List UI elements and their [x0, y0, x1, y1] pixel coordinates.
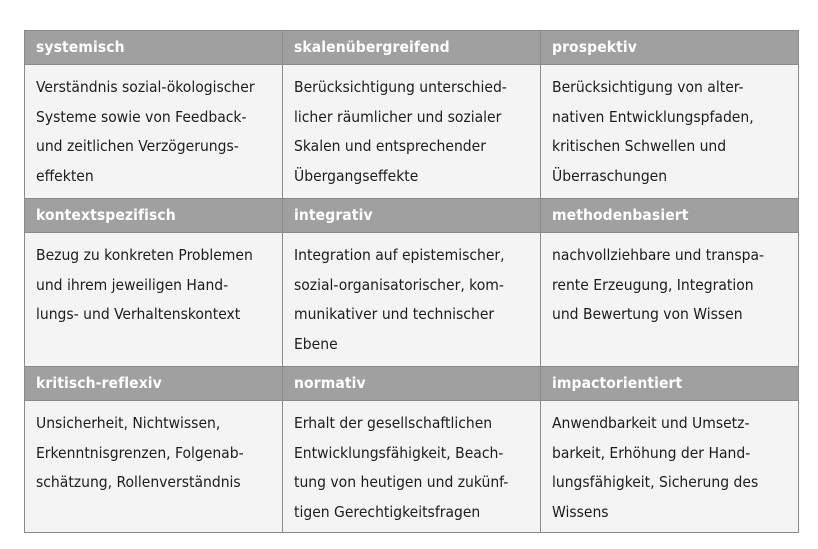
cell-line: und zeitlichen Verzögerungs-	[36, 137, 239, 156]
header-cell: skalenübergreifend	[283, 31, 541, 65]
cell-line: tung von heutigen und zukünf-	[294, 473, 509, 492]
header-row	[25, 199, 799, 233]
header-cell: kontextspezifisch	[25, 199, 283, 233]
header-cell: methodenbasiert	[541, 199, 799, 233]
cell-line: Systeme sowie von Feedback-	[36, 107, 247, 126]
cell-line: nachvollziehbare und transpa-	[552, 246, 765, 264]
cell-line: licher räumlicher und sozialer	[294, 107, 502, 126]
body-cell	[25, 233, 283, 367]
cell-line: und ihrem jeweiligen Hand-	[36, 275, 229, 294]
cell-line: schätzung, Rollenverständnis	[36, 473, 241, 492]
cell-line: Anwendbarkeit und Umsetz-	[552, 414, 750, 432]
cell-line: tigen Gerechtigkeitsfragen	[294, 503, 481, 522]
body-cell	[25, 65, 283, 199]
header-cell: integrativ	[283, 199, 541, 233]
cell-line: nativen Entwicklungspfaden,	[552, 107, 754, 126]
cell-line: Berücksichtigung von alter-	[552, 78, 744, 96]
cell-line: lungsfähigkeit, Sicherung des	[552, 473, 759, 492]
body-cell	[25, 401, 283, 533]
cell-line: Übergangseffekte	[294, 167, 419, 186]
body-row	[25, 65, 799, 199]
cell-line: Skalen und entsprechender	[294, 137, 486, 156]
body-cell	[283, 233, 541, 367]
cell-line: barkeit, Erhöhung der Hand-	[552, 443, 751, 462]
cell-line: rente Erzeugung, Integration	[552, 275, 754, 294]
header-cell: kritisch-reflexiv	[25, 367, 283, 401]
header-cell: impactorientiert	[541, 367, 799, 401]
cell-line: Verständnis sozial-ökologischer	[36, 78, 255, 96]
body-cell	[283, 401, 541, 533]
body-cell	[541, 65, 799, 199]
cell-line: Bezug zu konkreten Problemen	[36, 246, 253, 264]
body-cell	[283, 65, 541, 199]
header-row	[25, 367, 799, 401]
cell-line: Erkenntnisgrenzen, Folgenab-	[36, 443, 244, 462]
cell-line: und Bewertung von Wissen	[552, 305, 743, 324]
header-row	[25, 31, 799, 65]
cell-line: Erhalt der gesellschaftlichen	[294, 414, 493, 432]
cell-line: Ebene	[294, 335, 338, 354]
header-cell: prospektiv	[541, 31, 799, 65]
cell-line: Berücksichtigung unterschied-	[294, 78, 507, 96]
cell-line: Wissens	[552, 503, 609, 522]
cell-line: munikativer und technischer	[294, 305, 495, 324]
cell-line: sozial-organisatorischer, kom-	[294, 275, 504, 294]
cell-line: Überraschungen	[552, 167, 668, 186]
body-row	[25, 401, 799, 533]
cell-line: effekten	[36, 167, 94, 186]
header-cell: systemisch	[25, 31, 283, 65]
header-cell: normativ	[283, 367, 541, 401]
body-cell	[541, 401, 799, 533]
body-cell	[541, 233, 799, 367]
cell-line: kritischen Schwellen und	[552, 137, 727, 156]
cell-line: Integration auf epistemischer,	[294, 246, 505, 264]
cell-line: Unsicherheit, Nichtwissen,	[36, 414, 221, 432]
criteria-table	[24, 30, 799, 533]
body-row	[25, 233, 799, 367]
cell-line: Entwicklungsfähigkeit, Beach-	[294, 443, 504, 462]
cell-line: lungs- und Verhaltenskontext	[36, 305, 241, 324]
